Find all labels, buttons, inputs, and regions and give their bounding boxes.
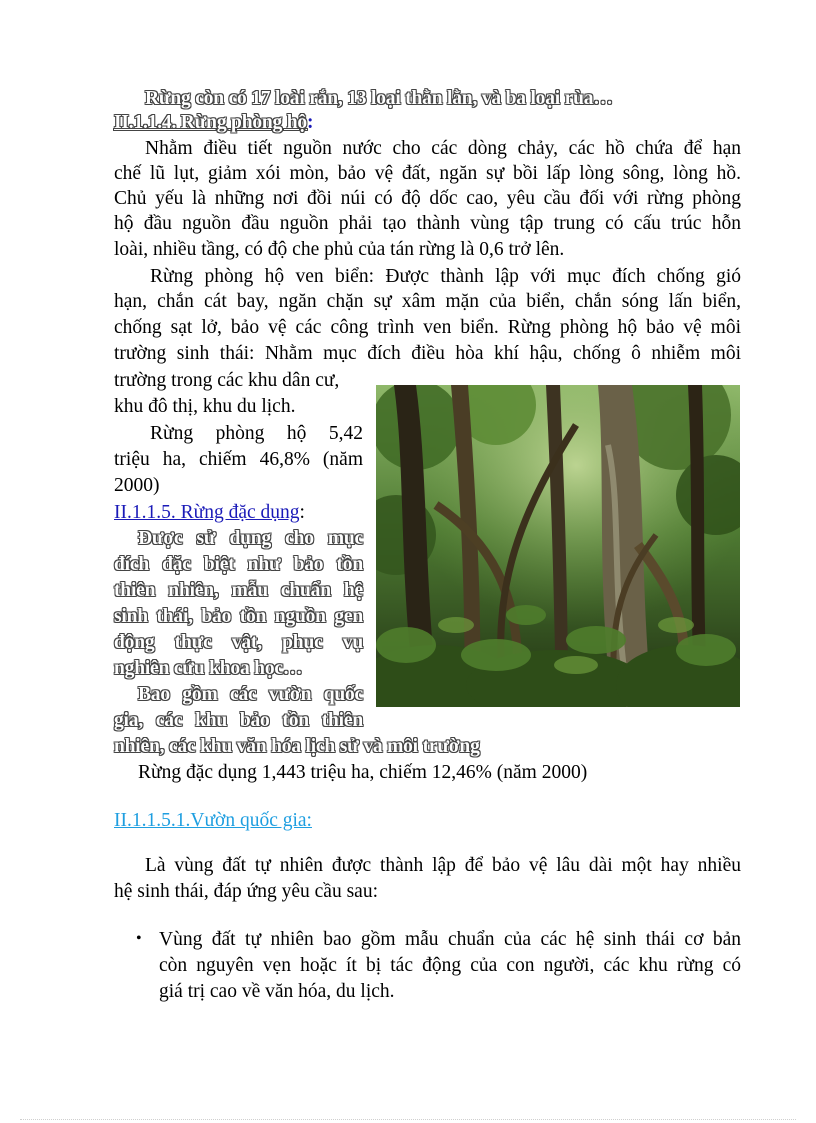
text-line: Là vùng đất tự nhiên được thành lập để bảo vệ lâu dài một hay nhiều	[145, 855, 741, 876]
section-heading-vuon-quoc-gia: II.1.1.5.1.Vườn quốc gia:	[114, 810, 312, 831]
heading-colon: :	[306, 112, 314, 133]
forest-photo	[376, 385, 740, 707]
text-line: Chủ yếu là những nơi đồi núi có độ dốc cao, yêu cầu đối với rừng phòng	[114, 188, 741, 209]
text-line: Rừng còn có 17 loài rắn, 13 loại thằn lằn, và ba loại rùa…	[145, 88, 613, 109]
section-heading-rung-phong-ho	[114, 110, 313, 135]
text-line: hạn, chắn cát bay, ngăn chặn sự xâm mặn của biển, chắn sóng lấn biển,	[114, 291, 741, 312]
text-line: thiên nhiên, mẫu chuẩn hệ	[114, 580, 363, 601]
text-line: trường sinh thái: Nhằm mục đích điều hòa khí hậu, chống ô nhiễm môi	[114, 343, 741, 364]
list-item-text: giá trị cao về văn hóa, du lịch.	[159, 981, 395, 1002]
text-line: hộ đầu nguồn đầu nguồn phải tạo thành vùng tập trung có cấu trúc hỗn	[114, 213, 741, 234]
text-line: hệ sinh thái, đáp ứng yêu cầu sau:	[114, 881, 379, 902]
text-line: Rừng phòng hộ 5,42	[150, 423, 363, 444]
text-line: đích đặc biệt như bảo tồn	[114, 554, 363, 575]
list-item-text: còn nguyên vẹn hoặc ít bị tác động của con người, các khu rừng có	[159, 955, 741, 976]
text-line: Rừng phòng hộ ven biển: Được thành lập với mục đích chống gió	[150, 266, 741, 287]
text-line: khu đô thị, khu du lịch.	[114, 396, 296, 417]
text-line: Bao gồm các vườn quốc	[138, 684, 363, 705]
text-line: chế lũ lụt, giảm xói mòn, bảo vệ đất, ngăn sự bồi lấp lòng sông, lòng hồ.	[114, 163, 741, 184]
text-line: gia, các khu bảo tồn thiên	[114, 710, 363, 731]
heading-text: II.1.1.5. Rừng đặc dụng	[114, 502, 300, 523]
text-line: Rừng đặc dụng 1,443 triệu ha, chiếm 12,46% (năm 2000)	[138, 762, 588, 783]
text-line: 2000)	[114, 475, 160, 496]
text-line: chống sạt lở, bảo vệ các công trình ven biển. Rừng phòng hộ bảo vệ môi	[114, 317, 741, 338]
list-item-text: Vùng đất tự nhiên bao gồm mẫu chuẩn của các hệ sinh thái cơ bản	[159, 929, 741, 950]
section-heading-rung-dac-dung	[114, 500, 305, 525]
text-line: sinh thái, bảo tồn nguồn gen	[114, 606, 363, 627]
text-line: Nhằm điều tiết nguồn nước cho các dòng chảy, các hồ chứa để hạn	[145, 138, 741, 159]
bullet-icon: •	[136, 930, 142, 947]
heading-text: II.1.1.4. Rừng phòng hộ	[114, 112, 307, 133]
page-bottom-border	[20, 1119, 796, 1120]
text-line: triệu ha, chiếm 46,8% (năm	[114, 449, 363, 470]
text-line: nhiên, các khu văn hóa lịch sử và môi trường	[114, 736, 480, 757]
text-line: loài, nhiều tầng, có độ che phủ của tán rừng là 0,6 trở lên.	[114, 239, 565, 260]
text-line: động thực vật, phục vụ	[114, 632, 363, 653]
text-line: Được sử dụng cho mục	[138, 528, 363, 549]
heading-colon: :	[299, 502, 305, 523]
text-line: nghiên cứu khoa học…	[114, 658, 303, 679]
text-line: trường trong các khu dân cư,	[114, 370, 340, 391]
